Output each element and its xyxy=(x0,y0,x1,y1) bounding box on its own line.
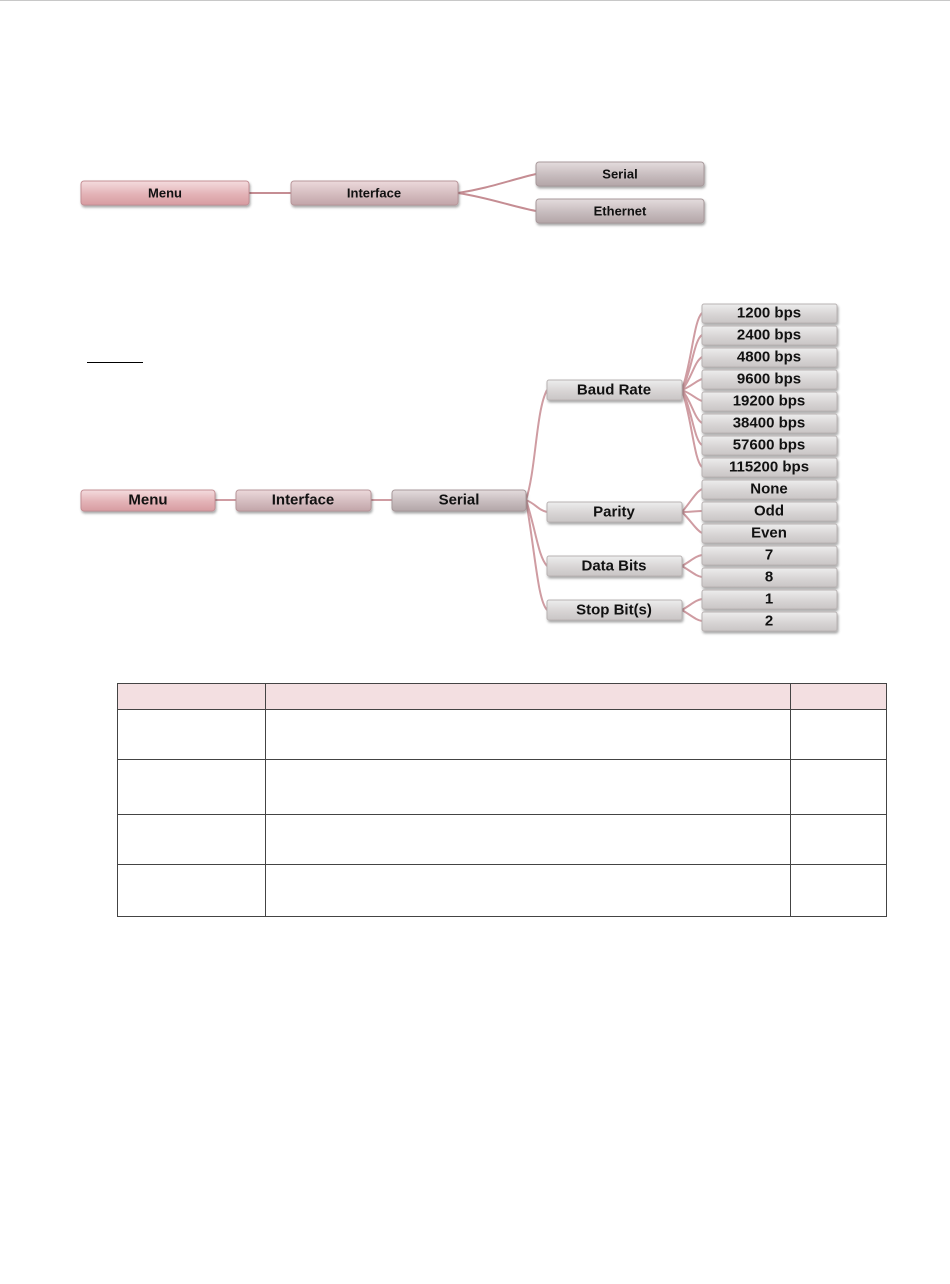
option-label: 115200 bps xyxy=(728,458,810,476)
table-row xyxy=(118,815,887,865)
baud-option-115200[interactable] xyxy=(702,458,837,477)
parity-label: Parity xyxy=(593,503,635,521)
stop-bits-options xyxy=(702,590,837,631)
option-label: 7 xyxy=(764,546,774,564)
table-row xyxy=(118,760,887,815)
data-bits-option-8[interactable] xyxy=(702,568,837,587)
baud-rate-label: Baud Rate xyxy=(576,381,652,399)
stop-bits-label: Stop Bit(s) xyxy=(576,601,652,619)
data-bits-options xyxy=(702,546,837,587)
option-label: 57600 bps xyxy=(732,436,806,454)
column-header-description xyxy=(266,684,791,710)
table-cell xyxy=(266,710,791,760)
stop-bits-option-1[interactable] xyxy=(702,590,837,609)
column-header-item xyxy=(118,684,266,710)
interface-label: Interface xyxy=(346,185,402,201)
menu-label: Menu xyxy=(148,185,182,201)
column-header-default xyxy=(791,684,887,710)
stop-bits-node[interactable] xyxy=(547,600,682,620)
data-bits-option-7[interactable] xyxy=(702,546,837,565)
option-label: None xyxy=(750,480,788,498)
baud-option-38400[interactable] xyxy=(702,414,837,433)
option-label: Even xyxy=(751,524,787,542)
ethernet-node[interactable] xyxy=(536,199,704,223)
table-cell xyxy=(118,815,266,865)
menu-label: Menu xyxy=(128,491,168,509)
table-cell xyxy=(791,760,887,815)
menu-node[interactable] xyxy=(81,490,215,511)
table-header-row xyxy=(118,684,887,710)
serial-settings-diagram xyxy=(81,304,837,631)
serial-label: Serial xyxy=(438,491,480,509)
data-bits-node[interactable] xyxy=(547,556,682,576)
option-label: 19200 bps xyxy=(732,392,806,410)
option-label: 2400 bps xyxy=(736,326,802,344)
option-label: 2 xyxy=(764,612,774,630)
parity-node[interactable] xyxy=(547,502,682,522)
table-cell xyxy=(266,815,791,865)
settings-table xyxy=(117,683,887,917)
option-label: 1200 bps xyxy=(736,304,802,322)
interface-node[interactable] xyxy=(291,181,458,205)
menu-node[interactable] xyxy=(81,181,249,205)
baud-rate-options xyxy=(702,304,837,477)
interface-node[interactable] xyxy=(236,490,371,511)
baud-option-1200[interactable] xyxy=(702,304,837,323)
table-cell xyxy=(791,710,887,760)
serial-label: Serial xyxy=(602,166,638,182)
serial-node[interactable] xyxy=(392,490,526,511)
interface-label: Interface xyxy=(271,491,335,509)
baud-option-57600[interactable] xyxy=(702,436,837,455)
table-cell xyxy=(118,710,266,760)
table-cell xyxy=(118,760,266,815)
interface-diagram xyxy=(81,162,704,223)
baud-option-2400[interactable] xyxy=(702,326,837,345)
table-row xyxy=(118,865,887,917)
serial-node[interactable] xyxy=(536,162,704,186)
data-bits-label: Data Bits xyxy=(581,557,647,575)
stop-bits-option-2[interactable] xyxy=(702,612,837,631)
parity-option-none[interactable] xyxy=(702,480,837,499)
table-cell xyxy=(118,865,266,917)
option-label: 4800 bps xyxy=(736,348,802,366)
baud-option-19200[interactable] xyxy=(702,392,837,411)
section-underline xyxy=(87,362,143,363)
parity-option-odd[interactable] xyxy=(702,502,837,521)
baud-rate-node[interactable] xyxy=(547,380,682,400)
table-cell xyxy=(266,865,791,917)
table-cell xyxy=(266,760,791,815)
baud-option-9600[interactable] xyxy=(702,370,837,389)
option-label: 9600 bps xyxy=(736,370,802,388)
option-label: 38400 bps xyxy=(732,414,806,432)
parity-option-even[interactable] xyxy=(702,524,837,543)
option-label: 1 xyxy=(764,590,774,608)
table-row xyxy=(118,710,887,760)
table-cell xyxy=(791,815,887,865)
option-label: Odd xyxy=(754,502,784,520)
baud-option-4800[interactable] xyxy=(702,348,837,367)
ethernet-label: Ethernet xyxy=(593,203,647,219)
parity-options xyxy=(702,480,837,543)
table-cell xyxy=(791,865,887,917)
option-label: 8 xyxy=(764,568,774,586)
